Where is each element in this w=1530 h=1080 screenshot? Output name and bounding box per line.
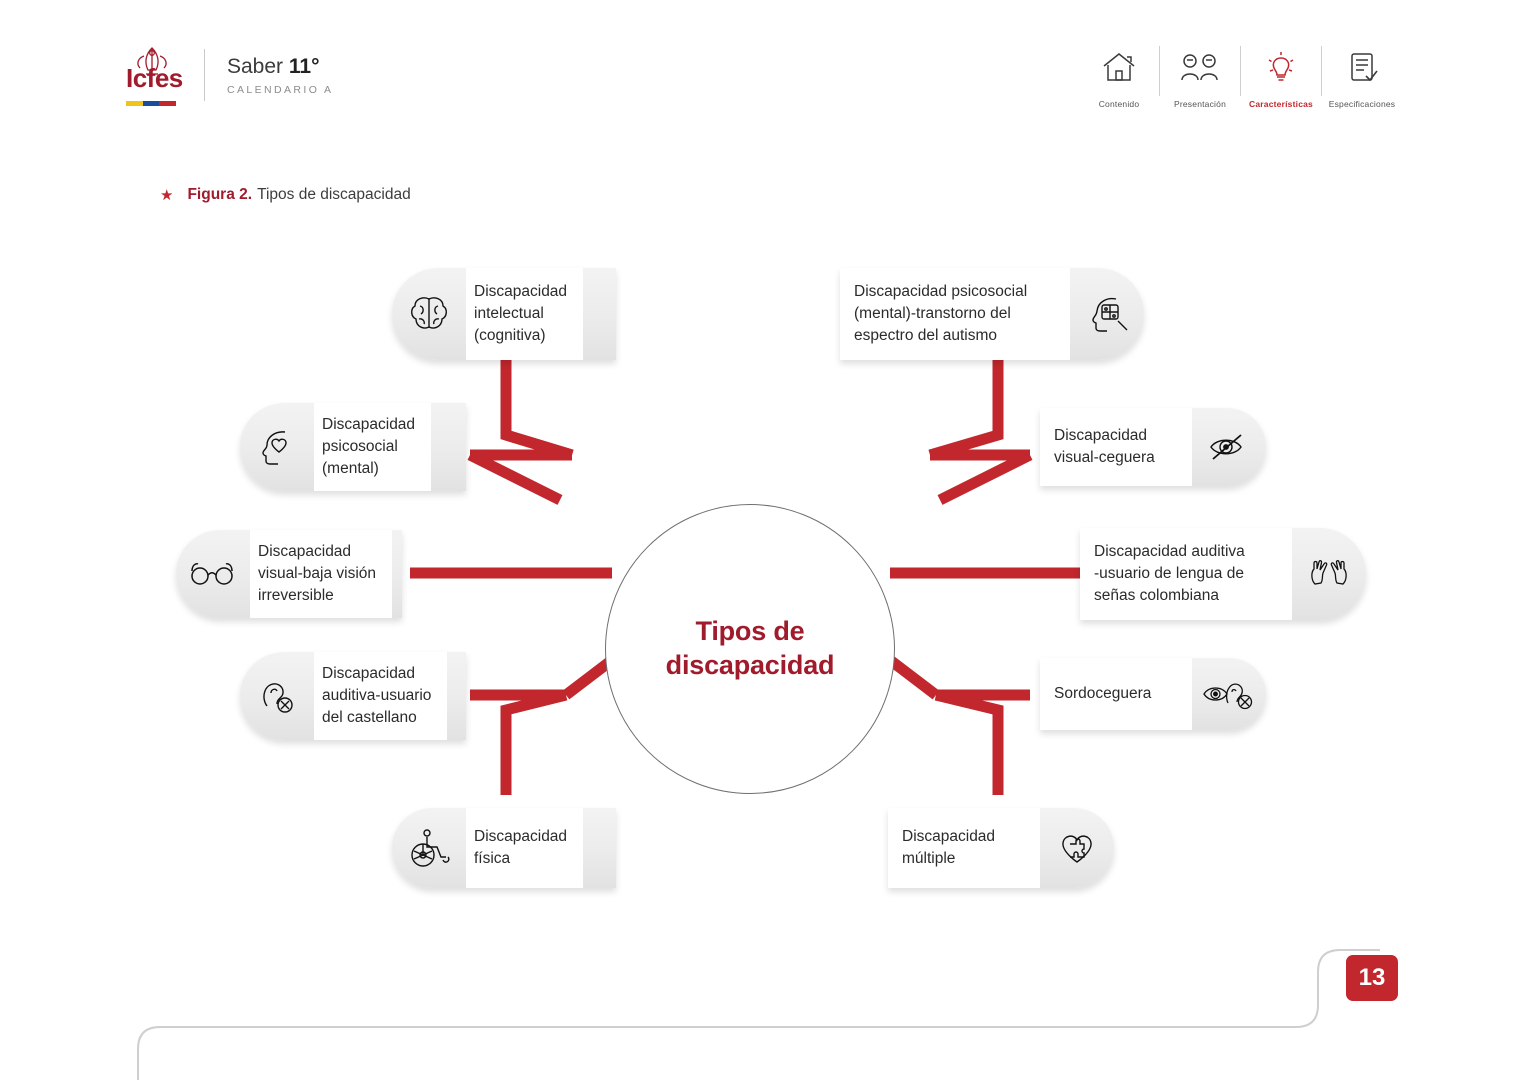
icfes-logo-mark xyxy=(124,44,183,106)
header-title-bold: 11° xyxy=(288,55,320,79)
nav-label-presentacion: Presentación xyxy=(1173,99,1226,109)
node-fisica[interactable] xyxy=(392,808,616,888)
nav-item-presentacion[interactable] xyxy=(1160,44,1240,109)
nav-item-caracteristicas[interactable] xyxy=(1241,44,1321,109)
node-lengua-senas-line2: -usuario de lengua de xyxy=(1094,565,1244,582)
eye-crossed-icon xyxy=(1192,408,1266,486)
node-sordoceguera-label xyxy=(1040,658,1192,730)
nav-item-especificaciones[interactable] xyxy=(1322,44,1402,109)
node-auditiva-castellano[interactable] xyxy=(240,652,466,740)
nav-label-especificaciones: Especificaciones xyxy=(1328,99,1396,109)
figure-title: Tipos de discapacidad xyxy=(257,186,411,203)
node-ceguera-line2: visual-ceguera xyxy=(1054,449,1155,466)
node-lengua-senas-line1: Discapacidad auditiva xyxy=(1094,543,1245,560)
nav-item-contenido[interactable] xyxy=(1079,44,1159,109)
clipboard-icon xyxy=(1324,44,1400,90)
node-intelectual-line3: (cognitiva) xyxy=(474,327,546,344)
node-autismo-label xyxy=(840,268,1070,360)
node-autismo[interactable] xyxy=(840,268,1144,360)
header-title-prefix: Saber xyxy=(227,55,289,79)
page-header xyxy=(0,0,1530,130)
node-baja-vision[interactable] xyxy=(176,530,402,618)
node-fisica-line2: física xyxy=(474,850,511,867)
node-auditiva-castellano-line1: Discapacidad xyxy=(322,665,416,682)
node-intelectual-line2: intelectual xyxy=(474,305,544,322)
node-multiple-label xyxy=(888,808,1040,888)
home-icon xyxy=(1081,44,1157,90)
node-sordoceguera-line1: Sordoceguera xyxy=(1054,685,1152,702)
node-fisica-line1: Discapacidad xyxy=(474,828,568,845)
node-intelectual-label xyxy=(466,268,583,360)
people-icon xyxy=(1162,44,1238,90)
eye-ear-crossed-icon xyxy=(1192,658,1266,730)
node-autismo-line3: espectro del autismo xyxy=(854,327,998,344)
node-intelectual-line1: Discapacidad xyxy=(474,283,568,300)
diagram-center xyxy=(605,504,895,794)
brain-icon xyxy=(392,268,466,360)
header-subtitle: CALENDARIO A xyxy=(227,83,334,96)
node-ceguera-line1: Discapacidad xyxy=(1054,427,1148,444)
diagram-canvas xyxy=(0,240,1530,920)
node-psicosocial-line1: Discapacidad xyxy=(322,416,416,433)
footer-decorative-line xyxy=(0,930,1530,1080)
node-multiple-line2: múltiple xyxy=(902,850,956,867)
wheelchair-icon xyxy=(392,808,466,888)
diagram-center-text xyxy=(666,615,835,683)
icfes-logo xyxy=(124,44,333,106)
head-puzzle-icon xyxy=(1070,268,1144,360)
glasses-icon xyxy=(176,530,250,618)
node-psicosocial-line2: psicosocial xyxy=(322,438,398,455)
node-psicosocial[interactable] xyxy=(240,403,466,491)
star-icon: ★ xyxy=(160,187,174,204)
node-auditiva-castellano-line2: auditiva-usuario xyxy=(322,687,432,704)
figure-caption xyxy=(160,186,411,204)
nav-label-caracteristicas: Características xyxy=(1249,99,1313,109)
header-title xyxy=(227,54,333,79)
node-baja-vision-line3: irreversible xyxy=(258,587,334,604)
node-sordoceguera[interactable] xyxy=(1040,658,1266,730)
header-nav xyxy=(1079,44,1402,109)
icfes-logo-text: Icfes xyxy=(126,63,183,93)
hands-sign-icon xyxy=(1292,528,1366,620)
center-line-1: Tipos de xyxy=(695,616,805,647)
node-intelectual[interactable] xyxy=(392,268,616,360)
node-autismo-line2: (mental)-transtorno del xyxy=(854,305,1011,322)
center-line-2: discapacidad xyxy=(665,650,835,680)
node-auditiva-castellano-line3: del castellano xyxy=(322,709,417,726)
head-heart-icon xyxy=(240,403,314,491)
header-divider xyxy=(204,49,205,101)
heart-puzzle-icon xyxy=(1040,808,1114,888)
node-ceguera-label xyxy=(1040,408,1192,486)
icfes-logo-bars xyxy=(126,101,176,106)
node-lengua-senas-line3: señas colombiana xyxy=(1094,587,1219,604)
node-psicosocial-label xyxy=(314,403,431,491)
nav-label-contenido: Contenido xyxy=(1098,99,1140,109)
node-ceguera[interactable] xyxy=(1040,408,1266,486)
header-title-block xyxy=(227,54,333,95)
node-baja-vision-label xyxy=(250,530,392,618)
node-autismo-line1: Discapacidad psicosocial xyxy=(854,283,1028,300)
node-multiple[interactable] xyxy=(888,808,1114,888)
page-number-badge: 13 xyxy=(1346,955,1398,1001)
lightbulb-icon xyxy=(1243,44,1319,90)
node-baja-vision-line1: Discapacidad xyxy=(258,543,352,560)
node-baja-vision-line2: visual-baja visión xyxy=(258,565,377,582)
node-lengua-senas[interactable] xyxy=(1080,528,1366,620)
node-psicosocial-line3: (mental) xyxy=(322,460,379,477)
node-auditiva-castellano-label xyxy=(314,652,447,740)
node-lengua-senas-label xyxy=(1080,528,1292,620)
node-fisica-label xyxy=(466,808,583,888)
figure-number: Figura 2. xyxy=(187,186,253,203)
ear-crossed-icon xyxy=(240,652,314,740)
node-multiple-line1: Discapacidad xyxy=(902,828,996,845)
